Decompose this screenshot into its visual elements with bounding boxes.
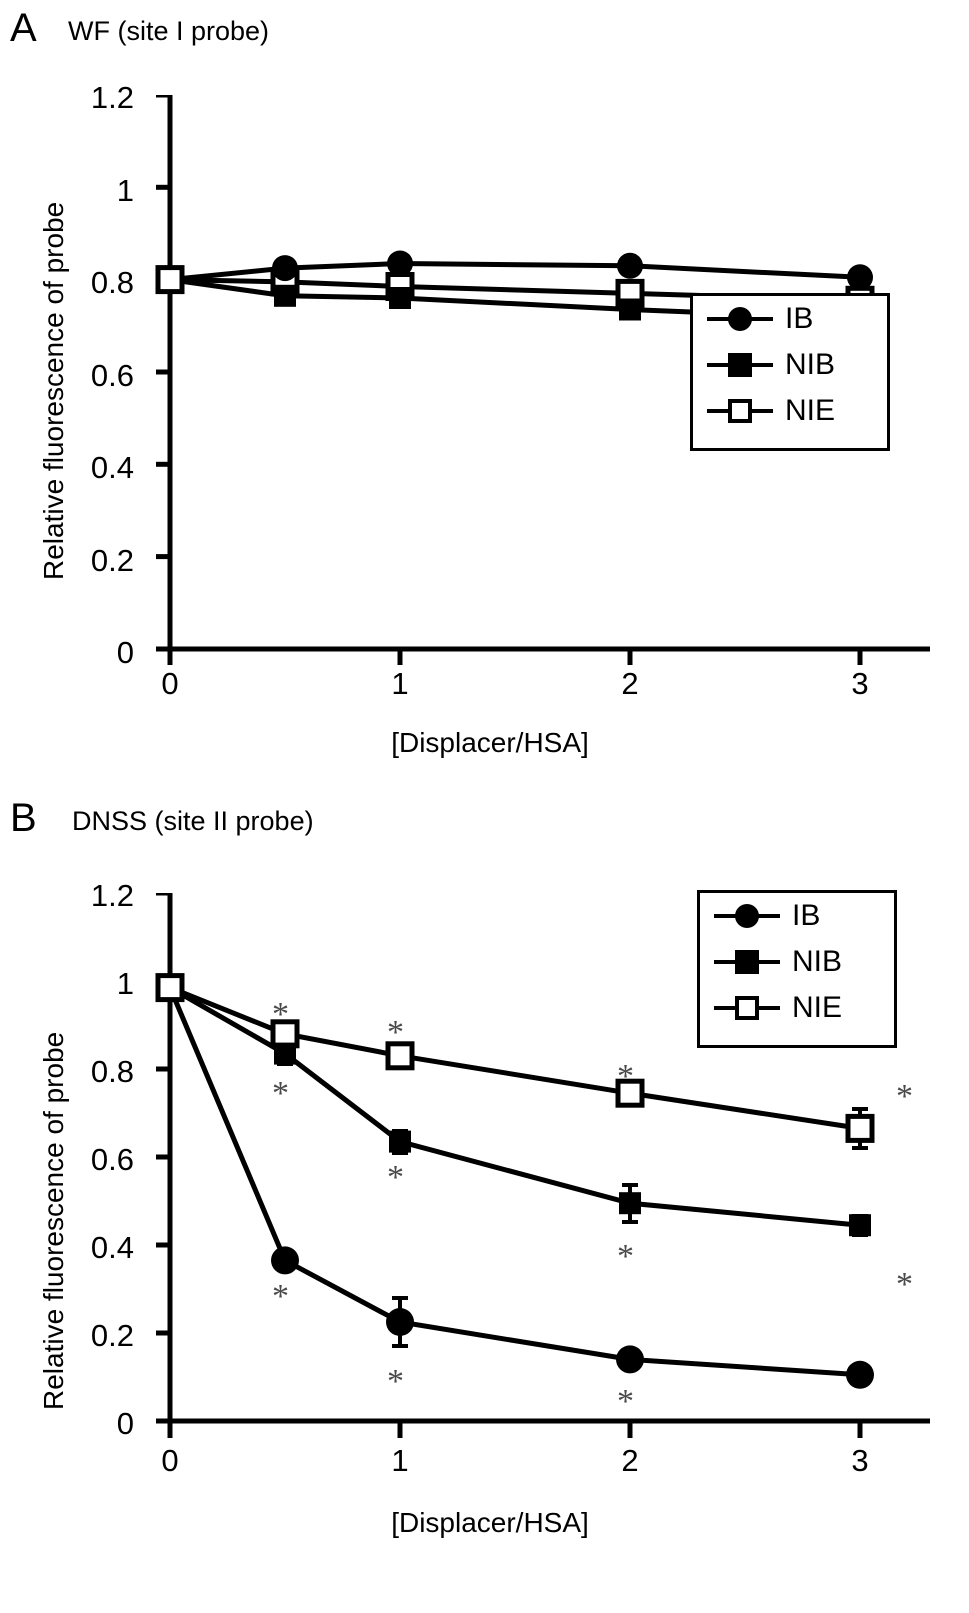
- panel-a-ytick-0.4: 0.4: [90, 450, 134, 485]
- panel-a-y-axis-label: Relative fluorescence of probe: [38, 201, 69, 580]
- significance-marker: *: [272, 1278, 289, 1315]
- panel-a-xtick-2: 2: [621, 666, 639, 701]
- panel-b-caption: DNSS (site II probe): [72, 806, 314, 836]
- panel-b-legend-item-nie: [700, 985, 894, 1031]
- square-open-icon: [714, 993, 780, 1023]
- panel-b-ytick-0.6: 0.6: [90, 1142, 134, 1177]
- panel-b-x-axis-label: [Displacer/HSA]: [391, 1507, 589, 1538]
- panel-a-legend-label-ib: IB: [785, 302, 814, 335]
- panel-a-legend-item-nie: [693, 388, 887, 434]
- square-filled-icon: [707, 350, 773, 380]
- panel-b-legend-label-ib: IB: [792, 899, 821, 932]
- panel-a-legend-item-ib: [693, 296, 887, 342]
- panel-a-xtick-0: 0: [161, 666, 179, 701]
- panel-a: [0, 0, 969, 790]
- square-filled-icon: [714, 947, 780, 977]
- significance-marker: *: [896, 1266, 913, 1303]
- panel-a-ytick-1: 1: [116, 173, 134, 208]
- panel-b-legend-label-nib: NIB: [792, 945, 843, 978]
- panel-b-ytick-0.4: 0.4: [90, 1230, 134, 1265]
- panel-b-legend: [697, 890, 897, 1048]
- panel-a-ytick-0.8: 0.8: [90, 265, 134, 300]
- panel-b-legend-label-nie: NIE: [792, 991, 843, 1024]
- panel-b-ytick-0.8: 0.8: [90, 1054, 134, 1089]
- panel-a-caption: WF (site I probe): [68, 16, 270, 46]
- panel-b-ytick-1: 1: [116, 966, 134, 1001]
- panel-a-legend-label-nie: NIE: [785, 394, 836, 427]
- significance-marker: *: [617, 1383, 634, 1420]
- circle-filled-icon: [714, 901, 780, 931]
- circle-filled-icon: [707, 304, 773, 334]
- panel-a-x-axis-label: [Displacer/HSA]: [391, 727, 589, 758]
- panel-b-xtick-2: 2: [621, 1443, 639, 1478]
- significance-marker: *: [272, 996, 289, 1033]
- panel-b-ytick-1.2: 1.2: [90, 878, 134, 913]
- panel-b-xtick-0: 0: [161, 1443, 179, 1478]
- panel-b-xtick-3: 3: [851, 1443, 869, 1478]
- panel-a-legend-label-nib: NIB: [785, 348, 836, 381]
- panel-b-ytick-0.2: 0.2: [90, 1318, 134, 1353]
- significance-marker: *: [387, 1363, 404, 1400]
- panel-b-legend-item-nib: [700, 939, 894, 985]
- panel-b-ytick-0: 0: [116, 1406, 134, 1441]
- panel-b-xtick-1: 1: [391, 1443, 409, 1478]
- panel-a-legend-item-nib: [693, 342, 887, 388]
- panel-a-ytick-1.2: 1.2: [90, 80, 134, 115]
- significance-marker: *: [272, 1075, 289, 1112]
- panel-a-xtick-1: 1: [391, 666, 409, 701]
- panel-a-ytick-0.2: 0.2: [90, 543, 134, 578]
- panel-b-y-axis-label: Relative fluorescence of probe: [38, 1031, 69, 1410]
- panel-a-ytick-0.6: 0.6: [90, 358, 134, 393]
- significance-marker: *: [387, 1159, 404, 1196]
- panel-a-xtick-3: 3: [851, 666, 869, 701]
- significance-marker: *: [896, 1078, 913, 1115]
- panel-a-letter: A: [10, 6, 38, 50]
- panel-b-legend-item-ib: [700, 893, 894, 939]
- square-open-icon: [707, 396, 773, 426]
- significance-marker: *: [617, 1238, 634, 1275]
- panel-b: [0, 790, 969, 1613]
- panel-b-letter: B: [10, 796, 38, 840]
- panel-a-legend: [690, 293, 890, 451]
- significance-marker: *: [617, 1058, 634, 1095]
- significance-marker: *: [387, 1014, 404, 1051]
- panel-a-ytick-0: 0: [116, 635, 134, 670]
